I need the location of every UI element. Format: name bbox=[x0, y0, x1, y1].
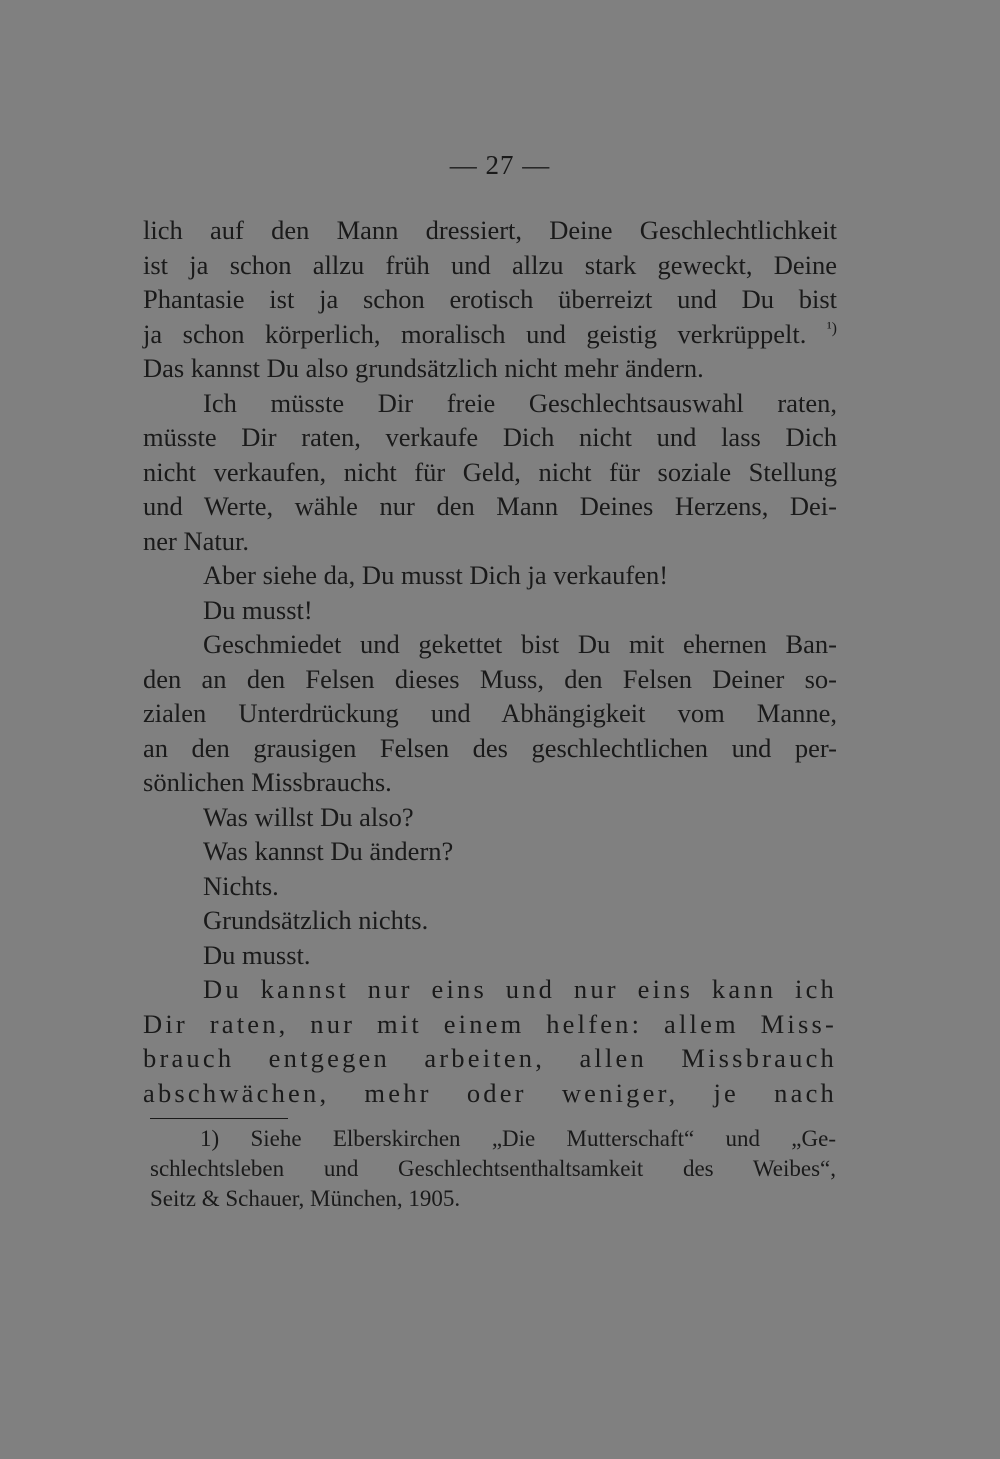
footnote-line: 1) Siehe Elberskirchen „Die Mutterschaft“ und „Ge- bbox=[200, 1126, 836, 1151]
footnote-line: Seitz & Schauer, München, 1905. bbox=[150, 1186, 461, 1211]
text-line: brauch entgegen arbeiten, allen Missbrauch bbox=[143, 1043, 837, 1073]
text-line: Das kannst Du also grundsätzlich nicht mehr ändern. bbox=[143, 353, 704, 383]
text-line: Du musst! bbox=[203, 594, 313, 625]
text-line: Was kannst Du ändern? bbox=[203, 836, 454, 866]
footnote-divider bbox=[150, 1118, 288, 1119]
text-line: nicht verkaufen, nicht für Geld, nicht für soziale Stellung bbox=[143, 456, 837, 487]
text-line: Nichts. bbox=[203, 870, 279, 901]
text-line: Was willst Du also? bbox=[203, 801, 414, 832]
text-line: ner Natur. bbox=[143, 525, 249, 556]
text-line: abschwächen, mehr oder weniger, je nach bbox=[143, 1077, 837, 1108]
text-line: den an den Felsen dieses Muss, den Felsen Deiner so- bbox=[143, 663, 837, 694]
footnote-reference: ¹) bbox=[826, 319, 837, 337]
text-line-content: ja schon körperlich, moralisch und geistig verkrüppelt. bbox=[143, 318, 807, 349]
footnote bbox=[150, 1124, 836, 1214]
text-line: und Werte, wähle nur den Mann Deines Herzens, Dei- bbox=[143, 491, 837, 521]
text-line: Ich müsste Dir freie Geschlechtsauswahl raten, bbox=[203, 387, 837, 418]
text-line: Aber siehe da, Du musst Dich ja verkaufen! bbox=[203, 560, 669, 590]
text-line: Dir raten, nur mit einem helfen: allem Miss- bbox=[143, 1008, 837, 1039]
text-line: Geschmiedet und gekettet bist Du mit ehernen Ban- bbox=[203, 629, 837, 659]
text-line: zialen Unterdrückung und Abhängigkeit vom Manne, bbox=[143, 698, 837, 728]
footnote-line: schlechtsleben und Geschlechtsenthaltsamkeit des Weibes“, bbox=[150, 1156, 836, 1181]
text-line: Du kannst nur eins und nur eins kann ich bbox=[203, 974, 837, 1004]
text-line: lich auf den Mann dressiert, Deine Geschlechtlichkeit bbox=[143, 215, 837, 245]
text-line: müsste Dir raten, verkaufe Dich nicht und lass Dich bbox=[143, 422, 837, 452]
text-line: Phantasie ist ja schon erotisch überreizt und Du bist bbox=[143, 284, 837, 314]
page-number: — 27 — bbox=[449, 150, 551, 180]
text-line bbox=[143, 317, 837, 352]
text-line: Du musst. bbox=[203, 939, 311, 970]
text-line: Grundsätzlich nichts. bbox=[203, 905, 429, 935]
text-line: ist ja schon allzu früh und allzu stark geweckt, Deine bbox=[143, 249, 837, 280]
text-line: sönlichen Missbrauchs. bbox=[143, 767, 392, 797]
text-line: an den grausigen Felsen des geschlechtlichen und per- bbox=[143, 732, 837, 763]
body-text bbox=[143, 213, 837, 1110]
